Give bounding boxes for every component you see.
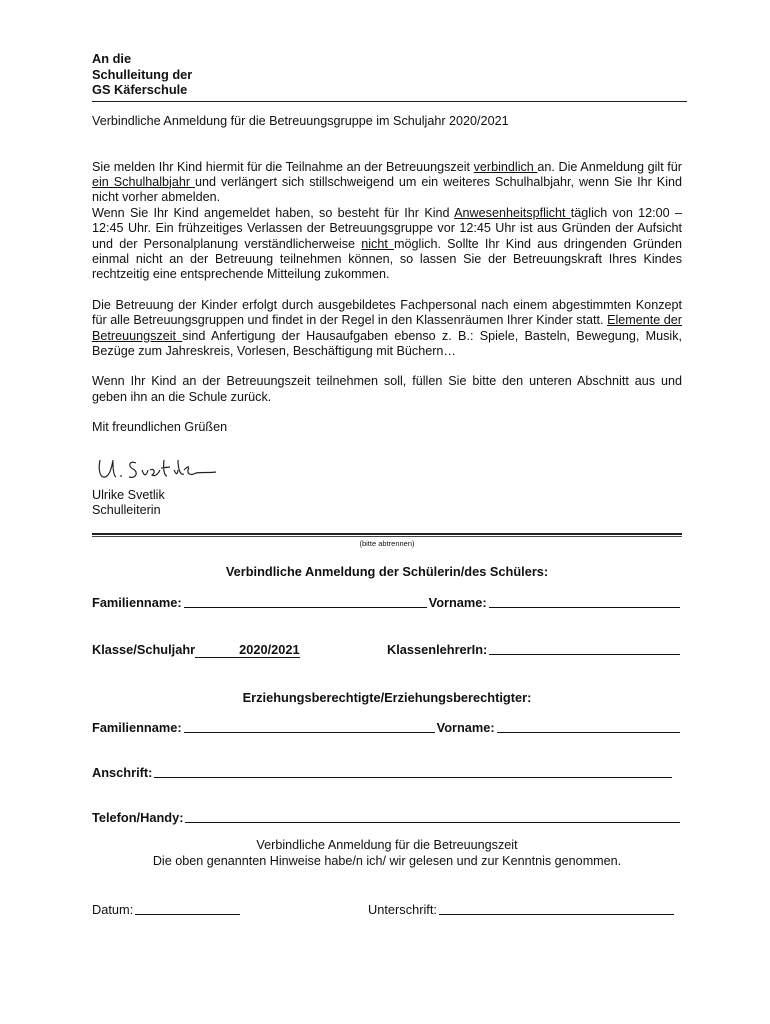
familienname-label: Familienname: [92, 719, 182, 735]
guardian-familienname-field[interactable] [184, 720, 435, 733]
address-row [92, 765, 674, 780]
confirm-line-1: Verbindliche Anmeldung für die Betreuungszeit [256, 837, 518, 852]
teacher-group [387, 642, 682, 658]
vorname-label: Vorname: [436, 719, 495, 735]
tear-off-line [92, 533, 682, 535]
signer-name: Ulrike Svetlik [92, 487, 165, 502]
address-line: Schulleitung der [92, 66, 193, 82]
guardian-name-row [92, 720, 682, 735]
form-title: Verbindliche Anmeldung der Schülerin/des Schülers: [225, 563, 549, 579]
handwritten-signature [92, 450, 682, 486]
paragraph-instructions: Wenn Ihr Kind an der Betreuungszeit teilnehmen soll, füllen Sie bitte den unteren Abschnitt aus und geben ihn an die Schule zurück. [92, 374, 682, 404]
class-row [92, 642, 682, 658]
signer-role: Schulleiterin [92, 502, 161, 517]
date-group [92, 902, 242, 917]
datum-field[interactable] [135, 902, 240, 915]
unterschrift-label: Unterschrift: [368, 901, 437, 917]
confirm-line-2: Die oben genannten Hinweise habe/n ich/ wir gelesen und zur Kenntnis genommen. [152, 853, 622, 868]
address-line: GS Käferschule [92, 82, 188, 97]
telefon-field[interactable] [185, 810, 680, 823]
student-familienname-field[interactable] [184, 595, 427, 608]
anschrift-label: Anschrift: [92, 764, 153, 780]
klasse-label: Klasse/Schuljahr 2020/2021 [92, 641, 300, 657]
header-divider [92, 101, 687, 102]
anschrift-field[interactable] [154, 765, 672, 778]
guardian-title: Erziehungsberechtigte/Erziehungsberechtigter: [242, 689, 532, 705]
unterschrift-field[interactable] [439, 902, 674, 915]
tear-off-note: (bitte abtrennen) [359, 538, 415, 548]
klassenlehrer-field[interactable] [489, 642, 680, 655]
schuljahr-value[interactable]: 2020/2021 [195, 642, 300, 658]
paragraph-care: Die Betreuung der Kinder erfolgt durch ausgebildetes Fachpersonal nach einem abgestimmten Konzept für alle Betreuungsgruppen und findet in der Regel in den Klassenräumen Ihrer Kinder statt. Elemente der Betreuungszeit sind Anfertigung der Hausaufgaben ebenso z. B.: Spiele, Basteln, Bewegung, Musik, Bezüge zum Jahreskreis, Vorlesen, Beschäftigung mit Büchern… [92, 297, 683, 358]
recipient-address [92, 51, 682, 98]
familienname-label: Familienname: [92, 594, 182, 610]
signature-row [92, 902, 676, 917]
greeting: Mit freundlichen Grüßen [92, 420, 228, 435]
klassenlehrer-label: KlassenlehrerIn: [387, 641, 488, 657]
phone-row [92, 810, 682, 825]
datum-label: Datum: [92, 901, 134, 917]
guardian-vorname-field[interactable] [497, 720, 680, 733]
student-name-row [92, 595, 682, 610]
student-vorname-field[interactable] [489, 595, 680, 608]
letter-page [92, 51, 682, 917]
tear-off-line-inner [92, 536, 682, 537]
address-line: An die [92, 51, 132, 66]
paragraph-registration: Sie melden Ihr Kind hiermit für die Teilnahme an der Betreuungszeit verbindlich an. Die Anmeldung gilt für ein Schulhalbjahr und verlängert sich stillschweigend um ein weiteres Schulhalbjahr, wenn Sie Ihr Kind nicht vorher abmelden. [92, 159, 683, 205]
vorname-label: Vorname: [428, 594, 487, 610]
telefon-label: Telefon/Handy: [92, 809, 184, 825]
signature-image [92, 450, 232, 486]
signature-group [368, 902, 676, 917]
subject-line: Verbindliche Anmeldung für die Betreuungsgruppe im Schuljahr 2020/2021 [92, 113, 509, 128]
paragraph-attendance: Wenn Sie Ihr Kind angemeldet haben, so besteht für Ihr Kind Anwesenheitspflicht täglich von 12:00 – 12:45 Uhr. Ein frühzeitiges Verlassen der Betreuungsgruppe vor 12:45 Uhr ist aus Gründen der Aufsicht und der Personalplanung verständlicherweise nicht möglich. Sollte Ihr Kind aus dringenden Gründen einmal nicht an der Betreuung teilnehmen können, so lassen Sie der Betreuungskraft Ihres Kindes rechtzeitig eine entsprechende Mitteilung zukommen. [92, 205, 682, 282]
